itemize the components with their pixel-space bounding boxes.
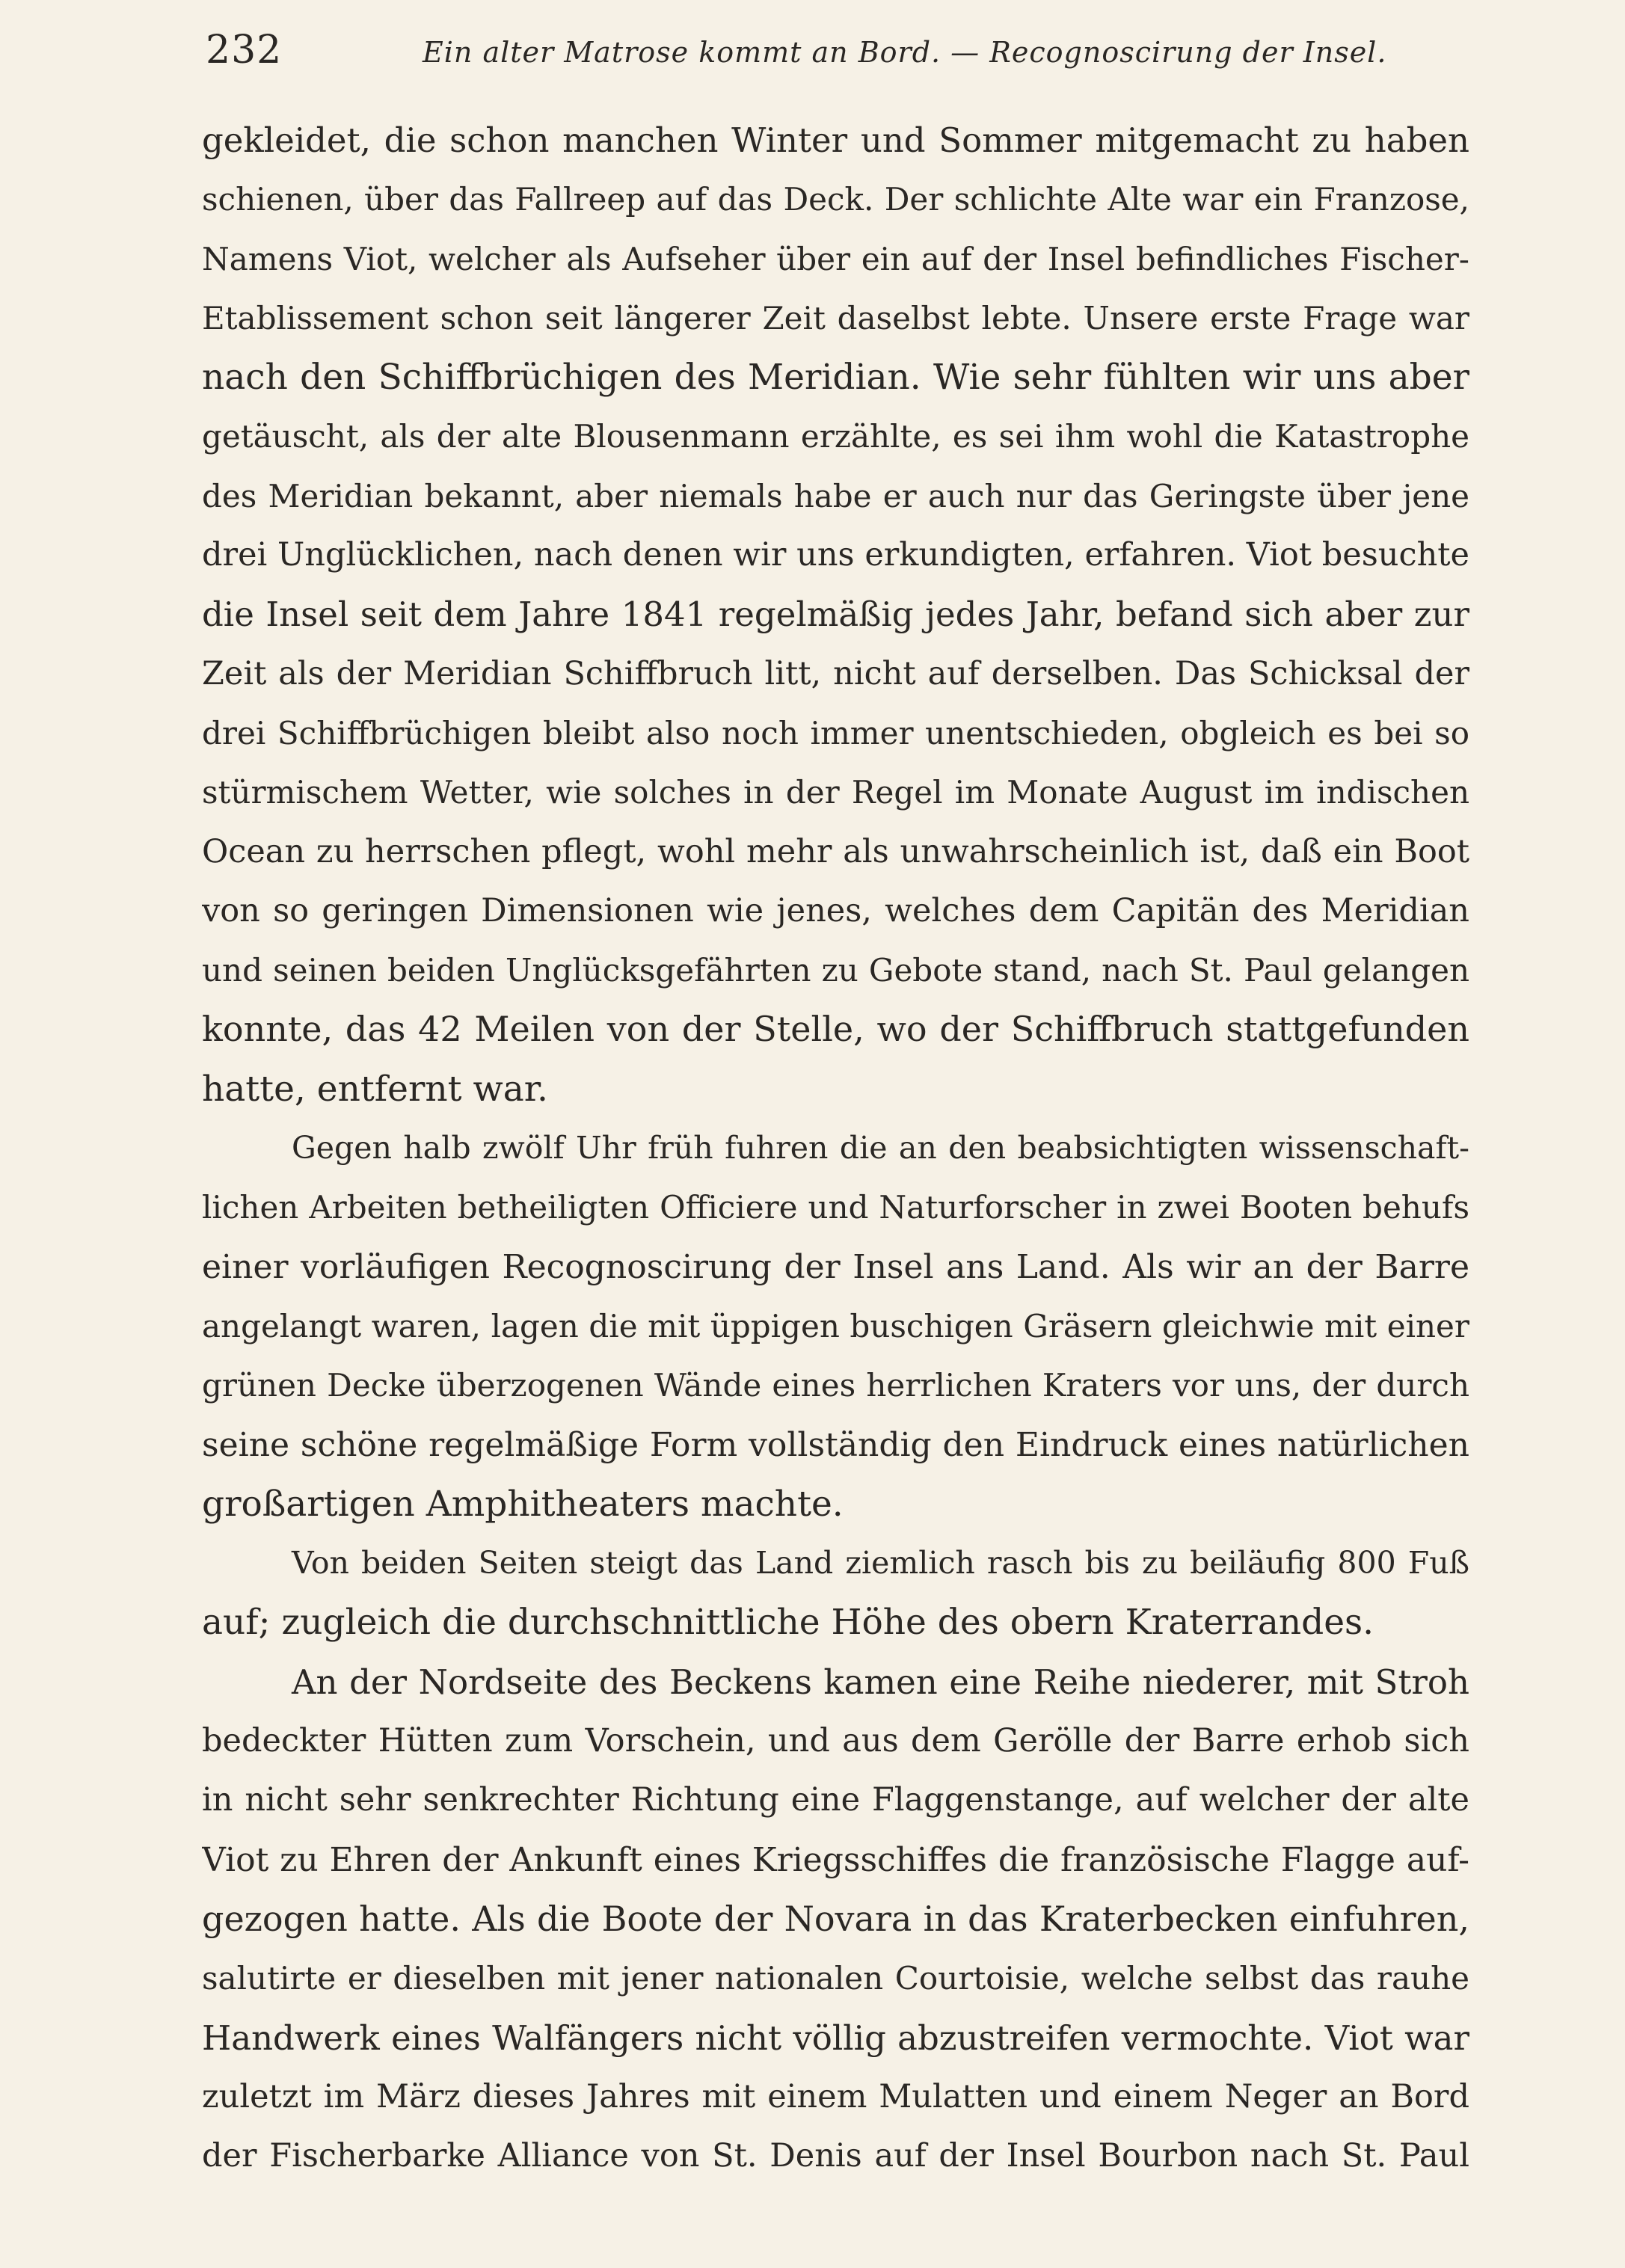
text-line: großartigen Amphitheaters machte. xyxy=(202,1483,844,1525)
text-line: nach den Schiffbrüchigen des Meridian. Wie sehr fühlten wir uns aber xyxy=(202,357,1469,399)
text-line: Von beiden Seiten steigt das Land ziemlich rasch bis zu beiläufig 800 Fuß xyxy=(292,1545,1469,1582)
text-line: drei Unglücklichen, nach denen wir uns erkundigten, erfahren. Viot besuchte xyxy=(202,536,1469,574)
text-line: seine schöne regelmäßige Form vollständig den Eindruck eines natürlichen xyxy=(202,1425,1469,1464)
text-line: An der Nordseite des Beckens kamen eine Reihe niederer, mit Stroh xyxy=(292,1662,1469,1702)
text-line: einer vorläufigen Recognoscirung der Insel ans Land. Als wir an der Barre xyxy=(202,1247,1469,1286)
text-line: auf; zugleich die durchschnittliche Höhe des obern Kraterrandes. xyxy=(202,1602,1374,1644)
text-line: Namens Viot, welcher als Aufseher über ein auf der Insel befindliches Fischer- xyxy=(202,240,1469,277)
text-line: getäuscht, als der alte Blousenmann erzählte, es sei ihm wohl die Katastrophe xyxy=(202,418,1469,455)
text-line: drei Schiffbrüchigen bleibt also noch immer unentschieden, obgleich es bei so xyxy=(202,714,1469,752)
text-line: gekleidet, die schon manchen Winter und Sommer mitgemacht zu haben xyxy=(202,120,1469,160)
body-text xyxy=(202,111,1469,2186)
text-line: Zeit als der Meridian Schiffbruch litt, nicht auf derselben. Das Schicksal der xyxy=(202,654,1469,692)
text-line: der Fischerbarke Alliance von St. Denis auf der Insel Bourbon nach St. Paul xyxy=(202,2137,1469,2175)
text-line: konnte, das 42 Meilen von der Stelle, wo der Schiffbruch stattgefunden xyxy=(202,1009,1469,1050)
text-line: lichen Arbeiten betheiligten Officiere und Naturforscher in zwei Booten behufs xyxy=(202,1189,1469,1226)
text-line: schienen, über das Fallreep auf das Deck. Der schlichte Alte war ein Franzose, xyxy=(202,181,1469,218)
text-line: in nicht sehr senkrechter Richtung eine Flaggenstange, auf welcher der alte xyxy=(202,1781,1469,1819)
text-line: angelangt waren, lagen die mit üppigen buschigen Gräsern gleichwie mit einer xyxy=(202,1307,1469,1344)
text-line: des Meridian bekannt, aber niemals habe er auch nur das Geringste über jene xyxy=(202,477,1469,514)
text-line: zuletzt im März dieses Jahres mit einem Mulatten und einem Neger an Bord xyxy=(202,2077,1469,2115)
text-line: von so geringen Dimensionen wie jenes, welches dem Capitän des Meridian xyxy=(202,891,1469,929)
page-number: 232 xyxy=(206,28,283,73)
text-line: hatte, entfernt war. xyxy=(202,1068,549,1110)
text-line: und seinen beiden Unglücksgefährten zu Gebote stand, nach St. Paul gelangen xyxy=(202,952,1469,989)
text-line: gezogen hatte. Als die Boote der Novara in das Kraterbecken einfuhren, xyxy=(202,1898,1469,1939)
text-line: Viot zu Ehren der Ankunft eines Kriegsschiffes die französische Flagge auf- xyxy=(202,1840,1469,1879)
text-line: salutirte er dieselben mit jener nationalen Courtoisie, welche selbst das rauhe xyxy=(202,1960,1469,1997)
text-line: die Insel seit dem Jahre 1841 regelmäßig jedes Jahr, befand sich aber zur xyxy=(202,594,1469,635)
text-line: Ocean zu herrschen pflegt, wohl mehr als unwahrscheinlich ist, daß ein Boot xyxy=(202,832,1469,870)
text-line: Etablissement schon seit längerer Zeit daselbst lebte. Unsere erste Frage war xyxy=(202,299,1469,336)
text-line: Handwerk eines Walfängers nicht völlig abzustreifen vermochte. Viot war xyxy=(202,2017,1469,2058)
text-line: stürmischem Wetter, wie solches in der Regel im Monate August im indischen xyxy=(202,774,1469,811)
page-header xyxy=(206,24,1477,76)
text-line: grünen Decke überzogenen Wände eines herrlichen Kraters vor uns, der durch xyxy=(202,1367,1469,1404)
running-head: Ein alter Matrose kommt an Bord. — Recognoscirung der Insel. xyxy=(423,36,1387,69)
text-line: Gegen halb zwölf Uhr früh fuhren die an den beabsichtigten wissenschaft- xyxy=(292,1130,1469,1167)
text-line: bedeckter Hütten zum Vorschein, und aus dem Gerölle der Barre erhob sich xyxy=(202,1722,1469,1760)
